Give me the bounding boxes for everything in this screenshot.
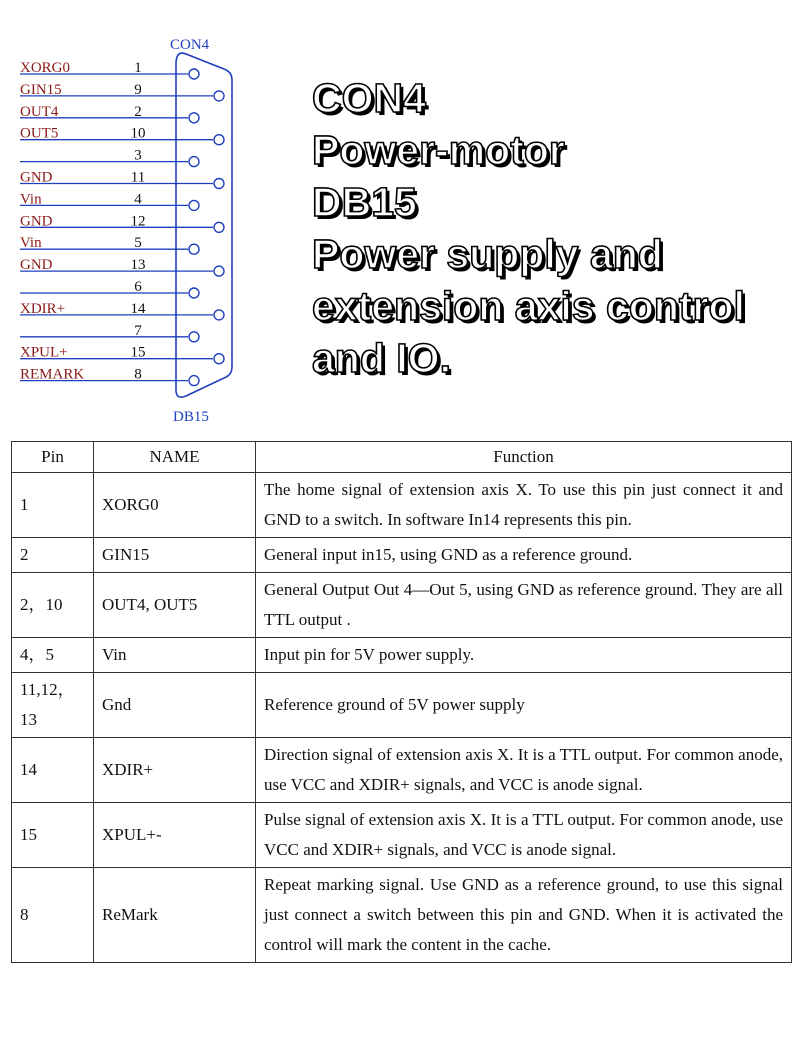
pin-contact xyxy=(214,354,224,364)
connector-heading xyxy=(312,72,792,384)
pin-number: 10 xyxy=(130,125,146,142)
pin-signal-name: GND xyxy=(20,169,53,186)
pin-signal-name: GND xyxy=(20,213,53,230)
cell-name: GIN15 xyxy=(94,538,256,573)
cell-function: General input in15, using GND as a reference ground. xyxy=(256,538,792,573)
pin-signal-name: OUT5 xyxy=(20,125,59,142)
pin-contact xyxy=(189,113,199,123)
pin-signal-name: XPUL+ xyxy=(20,344,68,361)
pin-contact xyxy=(189,376,199,386)
cell-name: Gnd xyxy=(94,673,256,738)
table-row xyxy=(12,473,792,538)
pin-contact xyxy=(189,332,199,342)
pin-number: 15 xyxy=(130,344,146,361)
pin-number: 4 xyxy=(134,191,142,208)
table-row xyxy=(12,738,792,803)
heading-line: extension axis control xyxy=(312,283,745,329)
cell-name: ReMark xyxy=(94,868,256,963)
table-row xyxy=(12,573,792,638)
pin-contact xyxy=(189,200,199,210)
pin-number: 3 xyxy=(134,147,142,164)
connector-top-label: CON4 xyxy=(170,37,210,53)
cell-function: Direction signal of extension axis X. It is a TTL output. For common anode, use VCC and XDIR+ signals, and VCC is anode signal. xyxy=(256,738,792,803)
cell-name: XPUL+- xyxy=(94,803,256,868)
table-row xyxy=(12,538,792,573)
cell-function: The home signal of extension axis X. To use this pin just connect it and GND to a switch. In software In14 represents this pin. xyxy=(256,473,792,538)
pin-number: 13 xyxy=(130,257,146,274)
heading-line: Power-motor xyxy=(312,127,565,173)
pin-number: 9 xyxy=(134,81,142,98)
pin-number: 11 xyxy=(130,169,146,186)
heading-line: CON4 xyxy=(312,75,426,121)
cell-pin: 11,12，13 xyxy=(12,673,94,738)
cell-function: Pulse signal of extension axis X. It is a TTL output. For common anode, use VCC and XDIR+ signals, and VCC is anode signal. xyxy=(256,803,792,868)
pin-signal-name: Vin xyxy=(20,191,42,208)
pin-contact xyxy=(214,222,224,232)
db15-connector-diagram xyxy=(0,0,300,430)
header-name: NAME xyxy=(94,442,256,473)
pin-signal-name: REMARK xyxy=(20,366,85,383)
pin-number: 8 xyxy=(134,366,142,383)
cell-function: Repeat marking signal. Use GND as a reference ground, to use this signal just connect a switch between this pin and GND. When it is activated the control will mark the content in the cache. xyxy=(256,868,792,963)
table-row xyxy=(12,803,792,868)
pin-signal-name: XDIR+ xyxy=(20,300,66,317)
pin-signal-name: GND xyxy=(20,257,53,274)
pin-number: 7 xyxy=(134,322,142,339)
pin-contact xyxy=(214,266,224,276)
cell-name: XORG0 xyxy=(94,473,256,538)
cell-pin: 4，5 xyxy=(12,638,94,673)
cell-name: OUT4, OUT5 xyxy=(94,573,256,638)
heading-line: DB15 xyxy=(312,179,417,225)
table-row xyxy=(12,673,792,738)
table-row xyxy=(12,638,792,673)
cell-pin: 2 xyxy=(12,538,94,573)
pin-number: 12 xyxy=(130,213,146,230)
pin-signal-name: Vin xyxy=(20,235,42,252)
connector-bottom-label: DB15 xyxy=(173,409,209,425)
cell-pin: 14 xyxy=(12,738,94,803)
pin-signal-name: GIN15 xyxy=(20,81,62,98)
cell-name: XDIR+ xyxy=(94,738,256,803)
pin-contact xyxy=(214,135,224,145)
cell-pin: 1 xyxy=(12,473,94,538)
cell-function: General Output Out 4—Out 5, using GND as reference ground. They are all TTL output . xyxy=(256,573,792,638)
cell-pin: 2，10 xyxy=(12,573,94,638)
header-pin: Pin xyxy=(12,442,94,473)
pin-contact xyxy=(214,310,224,320)
header-function: Function xyxy=(256,442,792,473)
pin-number: 5 xyxy=(134,235,142,252)
pin-number: 6 xyxy=(134,279,142,295)
cell-function: Reference ground of 5V power supply xyxy=(256,673,792,738)
pin-contact xyxy=(189,157,199,167)
pin-number: 14 xyxy=(130,300,146,317)
pin-contact xyxy=(214,179,224,189)
pin-contact xyxy=(214,91,224,101)
pin-contact xyxy=(189,244,199,254)
cell-pin: 8 xyxy=(12,868,94,963)
pin-signal-name: XORG0 xyxy=(20,60,71,76)
heading-line: and IO. xyxy=(312,335,451,381)
table-header-row xyxy=(12,442,792,473)
pin-function-table xyxy=(11,441,792,963)
pin-contact xyxy=(189,69,199,79)
cell-function: Input pin for 5V power supply. xyxy=(256,638,792,673)
heading-line: Power supply and xyxy=(312,231,663,277)
pin-number: 1 xyxy=(134,60,142,76)
table-row xyxy=(12,868,792,963)
cell-pin: 15 xyxy=(12,803,94,868)
cell-name: Vin xyxy=(94,638,256,673)
pin-number: 2 xyxy=(134,103,142,120)
pin-contact xyxy=(189,288,199,298)
pin-signal-name: OUT4 xyxy=(20,103,59,120)
